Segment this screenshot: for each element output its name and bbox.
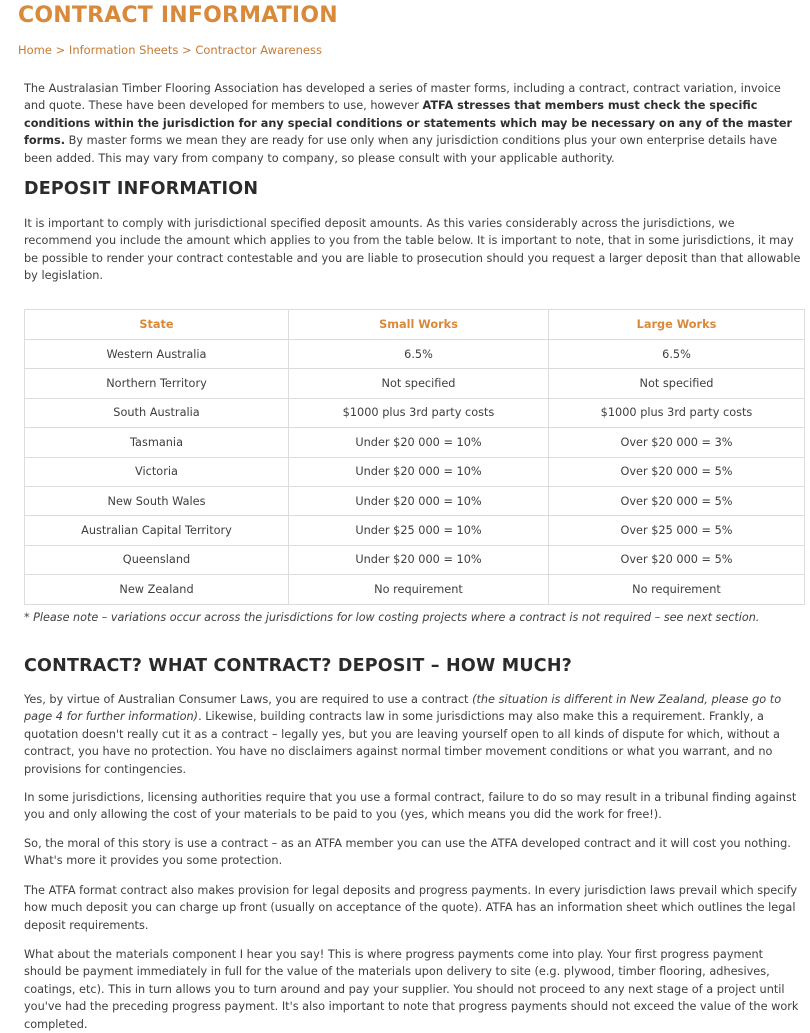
contract-heading: CONTRACT? WHAT CONTRACT? DEPOSIT – HOW MUCH? xyxy=(24,656,573,676)
breadcrumb xyxy=(18,43,322,57)
table-cell: Over $20 000 = 5% xyxy=(549,457,805,486)
table-cell: $1000 plus 3rd party costs xyxy=(549,398,805,427)
table-row xyxy=(25,486,805,515)
table-header-cell: State xyxy=(25,310,289,340)
table-cell: Under $20 000 = 10% xyxy=(289,545,549,574)
contract-paragraph-3: So, the moral of this story is use a contract – as an ATFA member you can use the ATFA developed contract and it will cost you nothing. What's more it provides you some protection. xyxy=(24,837,791,868)
table-row xyxy=(25,428,805,457)
contract-p1-italic-text: (the situation is different in New Zealand, please go to page 4 for further information) xyxy=(24,693,782,724)
table-cell: Under $20 000 = 10% xyxy=(289,486,549,515)
breadcrumb-separator: > xyxy=(51,43,69,57)
table-cell: Under $20 000 = 10% xyxy=(289,457,549,486)
table-row xyxy=(25,545,805,574)
table-cell: No requirement xyxy=(549,575,805,604)
contract-paragraph-5: What about the materials component I hear you say! This is where progress payments come into play. Your first progress payment should be payment immediately in full for the value of the materials upon delivery to site (e.g. plywood, timber flooring, adhesives, coatings, etc). This in turn allows you to turn around and pay your supplier. You should not proceed to any next stage of a project until you've had the preceding progress payment. It's also important to note that progress payments should not exceed the value of the work completed. xyxy=(24,948,799,1031)
intro-bold-text: ATFA stresses that members must check the specific conditions within the jurisdiction for any special conditions or statements which may be necessary on any of the master forms. xyxy=(24,99,793,148)
deposit-heading: DEPOSIT INFORMATION xyxy=(24,179,259,199)
table-cell: Under $25 000 = 10% xyxy=(289,516,549,545)
table-cell: No requirement xyxy=(289,575,549,604)
breadcrumb-separator: > xyxy=(178,43,196,57)
contract-paragraph-4: The ATFA format contract also makes provision for legal deposits and progress payments. In every jurisdiction laws prevail which specify how much deposit you can charge up front (usually on acceptance of the quote). ATFA has an information sheet which outlines the legal deposit requirements. xyxy=(24,884,798,932)
table-cell: Under $20 000 = 10% xyxy=(289,428,549,457)
page-title: CONTRACT INFORMATION xyxy=(18,3,338,28)
table-cell: Over $20 000 = 5% xyxy=(549,545,805,574)
table-header-cell: Large Works xyxy=(549,310,805,340)
table-header-cell: Small Works xyxy=(289,310,549,340)
table-cell: Australian Capital Territory xyxy=(25,516,289,545)
table-cell: New South Wales xyxy=(25,486,289,515)
table-cell: Over $25 000 = 5% xyxy=(549,516,805,545)
table-cell: Not specified xyxy=(289,369,549,398)
table-footnote: * Please note – variations occur across the jurisdictions for low costing projects where a contract is not required – see next section. xyxy=(24,611,760,624)
breadcrumb-information-sheets-link[interactable]: Information Sheets xyxy=(68,43,179,57)
table-row xyxy=(25,516,805,545)
table-cell: Western Australia xyxy=(25,340,289,369)
contract-paragraph-1 xyxy=(24,691,804,778)
table-cell: Queensland xyxy=(25,545,289,574)
table-cell: 6.5% xyxy=(289,340,549,369)
table-cell: Victoria xyxy=(25,457,289,486)
table-row xyxy=(25,398,805,427)
table-cell: Not specified xyxy=(549,369,805,398)
table-cell: New Zealand xyxy=(25,575,289,604)
table-cell: Over $20 000 = 3% xyxy=(549,428,805,457)
table-row xyxy=(25,369,805,398)
deposit-paragraph: It is important to comply with jurisdictional specified deposit amounts. As this varies considerably across the jurisdictions, we recommend you include the amount which applies to you from the table below. It is important to note, that in some jurisdictions, it may be possible to render your contract contestable and you are liable to prosecution should you request a larger deposit than that allowable by legislation. xyxy=(24,217,801,283)
table-row xyxy=(25,340,805,369)
table-header-row xyxy=(25,310,805,340)
intro-paragraph xyxy=(24,80,804,167)
table-cell: Northern Territory xyxy=(25,369,289,398)
contract-p1-text-b: . Likewise, building contracts law in some jurisdictions may also make this a requirement. Frankly, a quotation doesn't really cut it as a contract – legally yes, but you are leaving yourself open to all kinds of dispute for which, without a contract, you have no protection. You have no disclaimers against normal timber movement conditions or what you warrant, and no provisions for contingencies. xyxy=(24,710,780,776)
table-cell: Tasmania xyxy=(25,428,289,457)
breadcrumb-current: Contractor Awareness xyxy=(195,43,322,57)
intro-text-1: The Australasian Timber Flooring Association has developed a series of master forms, including a contract, contract variation, invoice and quote. These have been developed for members to use, however xyxy=(24,82,781,113)
table-row xyxy=(25,575,805,604)
contract-p1-text-a: Yes, by virtue of Australian Consumer Laws, you are required to use a contract xyxy=(24,693,473,706)
intro-text-2: By master forms we mean they are ready for use only when any jurisdiction conditions plus your own enterprise details have been added. This may vary from company to company, so please consult with your applicable authority. xyxy=(24,134,778,165)
table-cell: South Australia xyxy=(25,398,289,427)
deposit-table xyxy=(24,309,805,605)
table-cell: 6.5% xyxy=(549,340,805,369)
breadcrumb-home-link[interactable]: Home xyxy=(18,43,52,57)
table-cell: Over $20 000 = 5% xyxy=(549,486,805,515)
table-cell: $1000 plus 3rd party costs xyxy=(289,398,549,427)
table-row xyxy=(25,457,805,486)
contract-paragraph-2: In some jurisdictions, licensing authorities require that you use a formal contract, failure to do so may result in a tribunal finding against you and only allowing the cost of your materials to be paid to you (yes, which means you did the work for free!). xyxy=(24,791,797,822)
